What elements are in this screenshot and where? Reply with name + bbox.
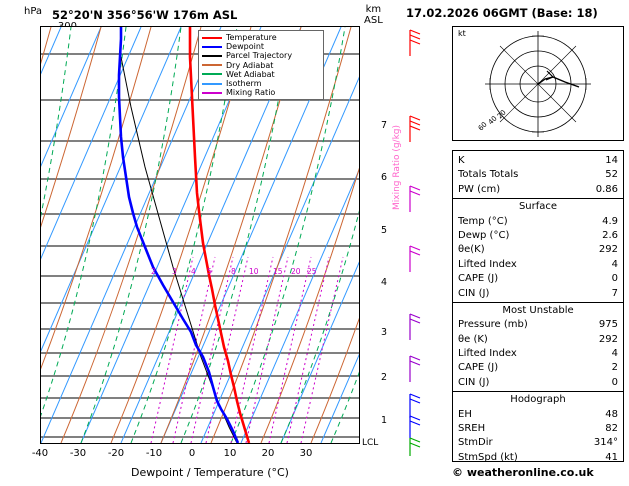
legend-item-dewpoint xyxy=(202,42,320,51)
legend-item-isotherm xyxy=(202,79,320,88)
row-label-cin-unstable: CIN (J) xyxy=(458,376,490,388)
row-label-cape-unstable: CAPE (J) xyxy=(458,362,499,374)
station-title: 52°20'N 356°56'W 176m ASL xyxy=(52,8,238,22)
xtick-0: 0 xyxy=(188,448,196,459)
hodograph-ring-label-60: 60 xyxy=(476,120,489,133)
row-label-pressure: Pressure (mb) xyxy=(458,319,528,331)
row-label-lifted-index-surface: Lifted Index xyxy=(458,258,517,270)
mixratio-label-10: 10 xyxy=(249,267,259,276)
row-value-cin-unstable: 0 xyxy=(611,376,618,388)
table-row xyxy=(453,422,623,436)
kmtick-3: 3 xyxy=(381,327,388,338)
hodograph-ring-label-20: 20 xyxy=(495,108,508,121)
legend-label-isotherm: Isotherm xyxy=(226,79,262,89)
hodograph-ring-label-40: 40 xyxy=(486,114,499,127)
row-value-cape-surface: 0 xyxy=(611,273,618,285)
row-value-pressure: 975 xyxy=(598,319,618,331)
kmtick-4: 4 xyxy=(381,277,388,288)
xtick-minus30: -30 xyxy=(69,448,87,459)
row-value-lifted-index-unstable: 4 xyxy=(611,348,618,360)
row-value-k: 14 xyxy=(605,155,618,166)
legend-item-wet-adiabat xyxy=(202,70,320,79)
legend-label-temperature: Temperature xyxy=(226,33,277,43)
mixratio-label-8: 8 xyxy=(231,267,236,276)
forecast-datetime-title: 17.02.2026 06GMT (Base: 18) xyxy=(406,6,598,20)
xtick-20: 20 xyxy=(261,448,275,459)
section-title-hodograph: Hodograph xyxy=(510,394,566,406)
row-value-cin-surface: 7 xyxy=(611,287,618,299)
table-row xyxy=(453,258,623,272)
row-label-cin-surface: CIN (J) xyxy=(458,287,490,299)
legend-swatch-wet-adiabat xyxy=(202,73,222,75)
row-label-temp: Temp (°C) xyxy=(458,215,508,227)
divider xyxy=(453,198,623,199)
table-row xyxy=(453,361,623,375)
legend-swatch-dry-adiabat xyxy=(202,64,222,66)
divider xyxy=(453,391,623,392)
altitude-unit-label: km ASL xyxy=(364,4,383,26)
sounding-indices-table xyxy=(452,150,624,462)
table-row xyxy=(453,229,623,243)
table-row xyxy=(453,436,623,450)
row-label-theta-e-unstable: θe (K) xyxy=(458,333,488,345)
xtick-30: 30 xyxy=(299,448,313,459)
row-value-dewp: 2.6 xyxy=(602,229,618,241)
section-title-most-unstable: Most Unstable xyxy=(502,304,574,316)
mixing-ratio-axis-label: Mixing Ratio (g/kg) xyxy=(392,124,402,210)
mixratio-label-3: 3 xyxy=(172,267,177,276)
row-label-eh: EH xyxy=(458,408,472,420)
section-title-surface: Surface xyxy=(518,201,558,213)
legend-item-temperature xyxy=(202,33,320,42)
table-row xyxy=(453,318,623,332)
xtick-minus20: -20 xyxy=(107,448,125,459)
legend-swatch-dewpoint xyxy=(202,46,222,48)
xtick-10: 10 xyxy=(223,448,237,459)
mixratio-label-15: 15 xyxy=(273,267,283,276)
mixratio-label-2: 2 xyxy=(151,267,156,276)
legend-label-mixing-ratio: Mixing Ratio xyxy=(226,88,276,98)
mixratio-label-25: 25 xyxy=(307,267,317,276)
wind-barb-column xyxy=(396,26,440,456)
table-row xyxy=(453,243,623,257)
table-row xyxy=(453,183,623,197)
row-value-stmspd: 41 xyxy=(605,451,618,463)
row-value-theta-e-surface: 292 xyxy=(598,244,618,256)
kmtick-2: 2 xyxy=(381,372,388,383)
legend-swatch-isotherm xyxy=(202,83,222,85)
row-value-sreh: 82 xyxy=(605,423,618,435)
row-label-k: K xyxy=(458,155,465,166)
legend-item-parcel xyxy=(202,51,320,60)
mixratio-label-5: 5 xyxy=(207,267,212,276)
mixratio-label-4: 4 xyxy=(191,267,196,276)
x-axis-label: Dewpoint / Temperature (°C) xyxy=(131,466,289,479)
row-value-eh: 48 xyxy=(605,408,618,420)
table-row xyxy=(453,154,623,168)
row-label-cape-surface: CAPE (J) xyxy=(458,273,499,285)
row-label-dewp: Dewp (°C) xyxy=(458,229,510,241)
divider xyxy=(453,302,623,303)
row-label-totals-totals: Totals Totals xyxy=(458,169,519,181)
legend-item-mixing-ratio xyxy=(202,88,320,97)
row-label-theta-e-surface: θe(K) xyxy=(458,244,485,256)
chart-legend xyxy=(198,30,324,100)
table-row xyxy=(453,347,623,361)
table-row xyxy=(453,451,623,465)
row-value-totals-totals: 52 xyxy=(605,169,618,181)
row-value-cape-unstable: 2 xyxy=(611,362,618,374)
table-row xyxy=(453,215,623,229)
kmtick-1: 1 xyxy=(381,415,388,426)
table-row xyxy=(453,376,623,390)
mixratio-label-20: 20 xyxy=(291,267,301,276)
xtick-minus10: -10 xyxy=(145,448,163,459)
legend-swatch-mixing-ratio xyxy=(202,92,222,94)
xtick-minus40: -40 xyxy=(31,448,49,459)
table-row xyxy=(453,333,623,347)
copyright-credit: © weatheronline.co.uk xyxy=(452,466,594,479)
row-label-stmspd: StmSpd (kt) xyxy=(458,451,518,463)
table-row xyxy=(453,272,623,286)
legend-swatch-parcel xyxy=(202,55,222,57)
legend-label-wet-adiabat: Wet Adiabat xyxy=(226,69,275,79)
kmtick-7: 7 xyxy=(381,120,388,131)
table-row xyxy=(453,287,623,301)
row-value-temp: 4.9 xyxy=(602,215,618,227)
kmtick-5: 5 xyxy=(381,225,388,236)
legend-item-dry-adiabat xyxy=(202,61,320,70)
row-label-lifted-index-unstable: Lifted Index xyxy=(458,348,517,360)
pressure-unit-label: hPa xyxy=(24,6,43,17)
legend-label-dry-adiabat: Dry Adiabat xyxy=(226,60,274,70)
legend-swatch-temperature xyxy=(202,37,222,39)
row-value-stmdir: 314° xyxy=(593,437,618,449)
row-value-theta-e-unstable: 292 xyxy=(598,333,618,345)
legend-label-parcel: Parcel Trajectory xyxy=(226,51,293,61)
table-row xyxy=(453,168,623,182)
row-value-lifted-index-surface: 4 xyxy=(611,258,618,270)
kmtick-6: 6 xyxy=(381,172,388,183)
lcl-label: LCL xyxy=(362,438,379,448)
row-label-pw: PW (cm) xyxy=(458,183,501,195)
hodograph-trace xyxy=(538,77,579,87)
row-label-sreh: SREH xyxy=(458,423,486,435)
hodograph-panel xyxy=(452,26,624,141)
legend-label-dewpoint: Dewpoint xyxy=(226,42,265,52)
hodograph-unit-label: kt xyxy=(458,29,466,38)
hodograph-plot xyxy=(453,27,623,140)
row-value-pw: 0.86 xyxy=(595,183,618,195)
table-row xyxy=(453,408,623,422)
row-label-stmdir: StmDir xyxy=(458,437,493,449)
